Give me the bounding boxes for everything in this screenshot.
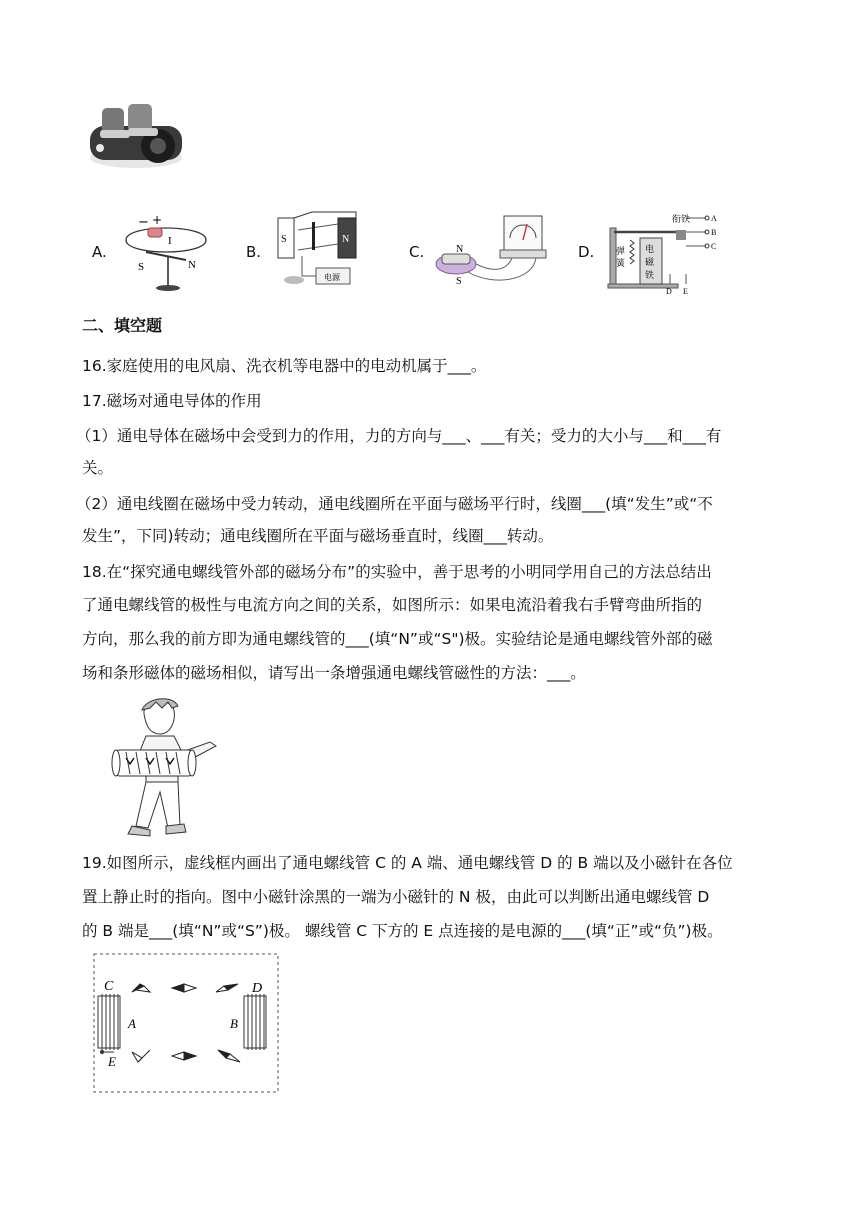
question-18-line1: 18.在“探究通电螺线管外部的磁场分布”的实验中，善于思考的小明同学用自己的方法总结出 [82,563,712,581]
question-18-line4: 场和条形磁体的磁场相似，请写出一条增强通电螺线管磁性的方法：___。 [82,664,586,682]
coil-label-2: 磁 [645,258,655,268]
section-heading: 二、填空题 [82,316,163,335]
option-b-label: B. [246,243,262,261]
solenoid-c-label: C [104,979,114,994]
question-18-line2: 了通电螺线管的极性与电流方向之间的关系，如图所示：如果电流沿着我右手臂弯曲所指的 [82,596,703,614]
option-a-figure [116,212,214,296]
spring-label-1: 弹 [616,247,626,257]
option-d-label: D. [578,243,595,261]
option-a-label: A. [92,243,107,261]
question-18-line3: 方向，那么我的前方即为通电螺线管的___(填“N”或“S")极。实验结论是通电螺线管外部的磁 [82,630,713,648]
minus-label: − [138,215,149,230]
question-16: 16.家庭使用的电风扇、洗衣机等电器中的电动机属于___。 [82,357,487,375]
coil-label-3: 铁 [645,271,655,281]
terminal-b-label: B [711,228,717,237]
terminal-c-label: C [711,242,717,251]
plus-label: + [152,213,163,227]
magnet-n-label: N [342,234,350,245]
spring-label-2: 簧 [616,259,626,269]
magnet-s-label-c: S [456,276,462,287]
question-19-line3: 的 B 端是___(填“N”或“S”)极。 螺线管 C 下方的 E 点连接的是电源的___(填“正”或“负”)极。 [82,922,723,940]
end-b-label: B [230,1016,238,1031]
south-label: S [138,261,145,273]
option-b-figure [272,210,364,294]
boy-solenoid-figure [112,696,224,840]
option-c-label: C. [409,243,425,261]
terminal-a-label: A [711,214,717,223]
armature-label: 衔铁 [672,215,691,225]
question-17-part1-line1: （1）通电导体在磁场中会受到力的作用，力的方向与___、___有关；受力的大小与___和___有 [76,427,722,445]
option-d-figure [606,208,726,296]
magnet-s-label: S [281,234,287,245]
question-17-title: 17.磁场对通电导体的作用 [82,392,262,410]
question-17-part2-line2: 发生”，下同)转动；通电线圈所在平面与磁场垂直时，线圈___转动。 [82,527,554,545]
north-label: N [188,259,196,271]
balance-scooter-image [86,96,186,172]
question-17-part1-line2: 关。 [82,459,114,477]
power-label: 电源 [324,273,340,282]
solenoid-d-label: D [252,981,263,996]
question-19-line1: 19.如图所示，虚线框内画出了通电螺线管 C 的 A 端、通电螺线管 D 的 B 端以及小磁针在各位 [82,854,733,872]
terminal-e-label: E [683,287,688,296]
current-label: I [168,235,172,247]
question-19-line2: 置上静止时的指向。图中小磁针涂黑的一端为小磁针的 N 极，由此可以判断出通电螺线管 D [82,888,710,906]
terminal-d-label: D [666,287,672,296]
solenoid-compass-figure [92,952,280,1096]
coil-label-1: 电 [645,245,655,255]
question-17-part2-line1: （2）通电线圈在磁场中受力转动，通电线圈所在平面与磁场平行时，线圈___(填“发生”或“不 [76,495,713,513]
point-e-label: E [108,1054,116,1069]
end-a-label: A [128,1016,136,1031]
magnet-n-label-c: N [456,244,464,255]
option-c-figure [432,212,546,288]
